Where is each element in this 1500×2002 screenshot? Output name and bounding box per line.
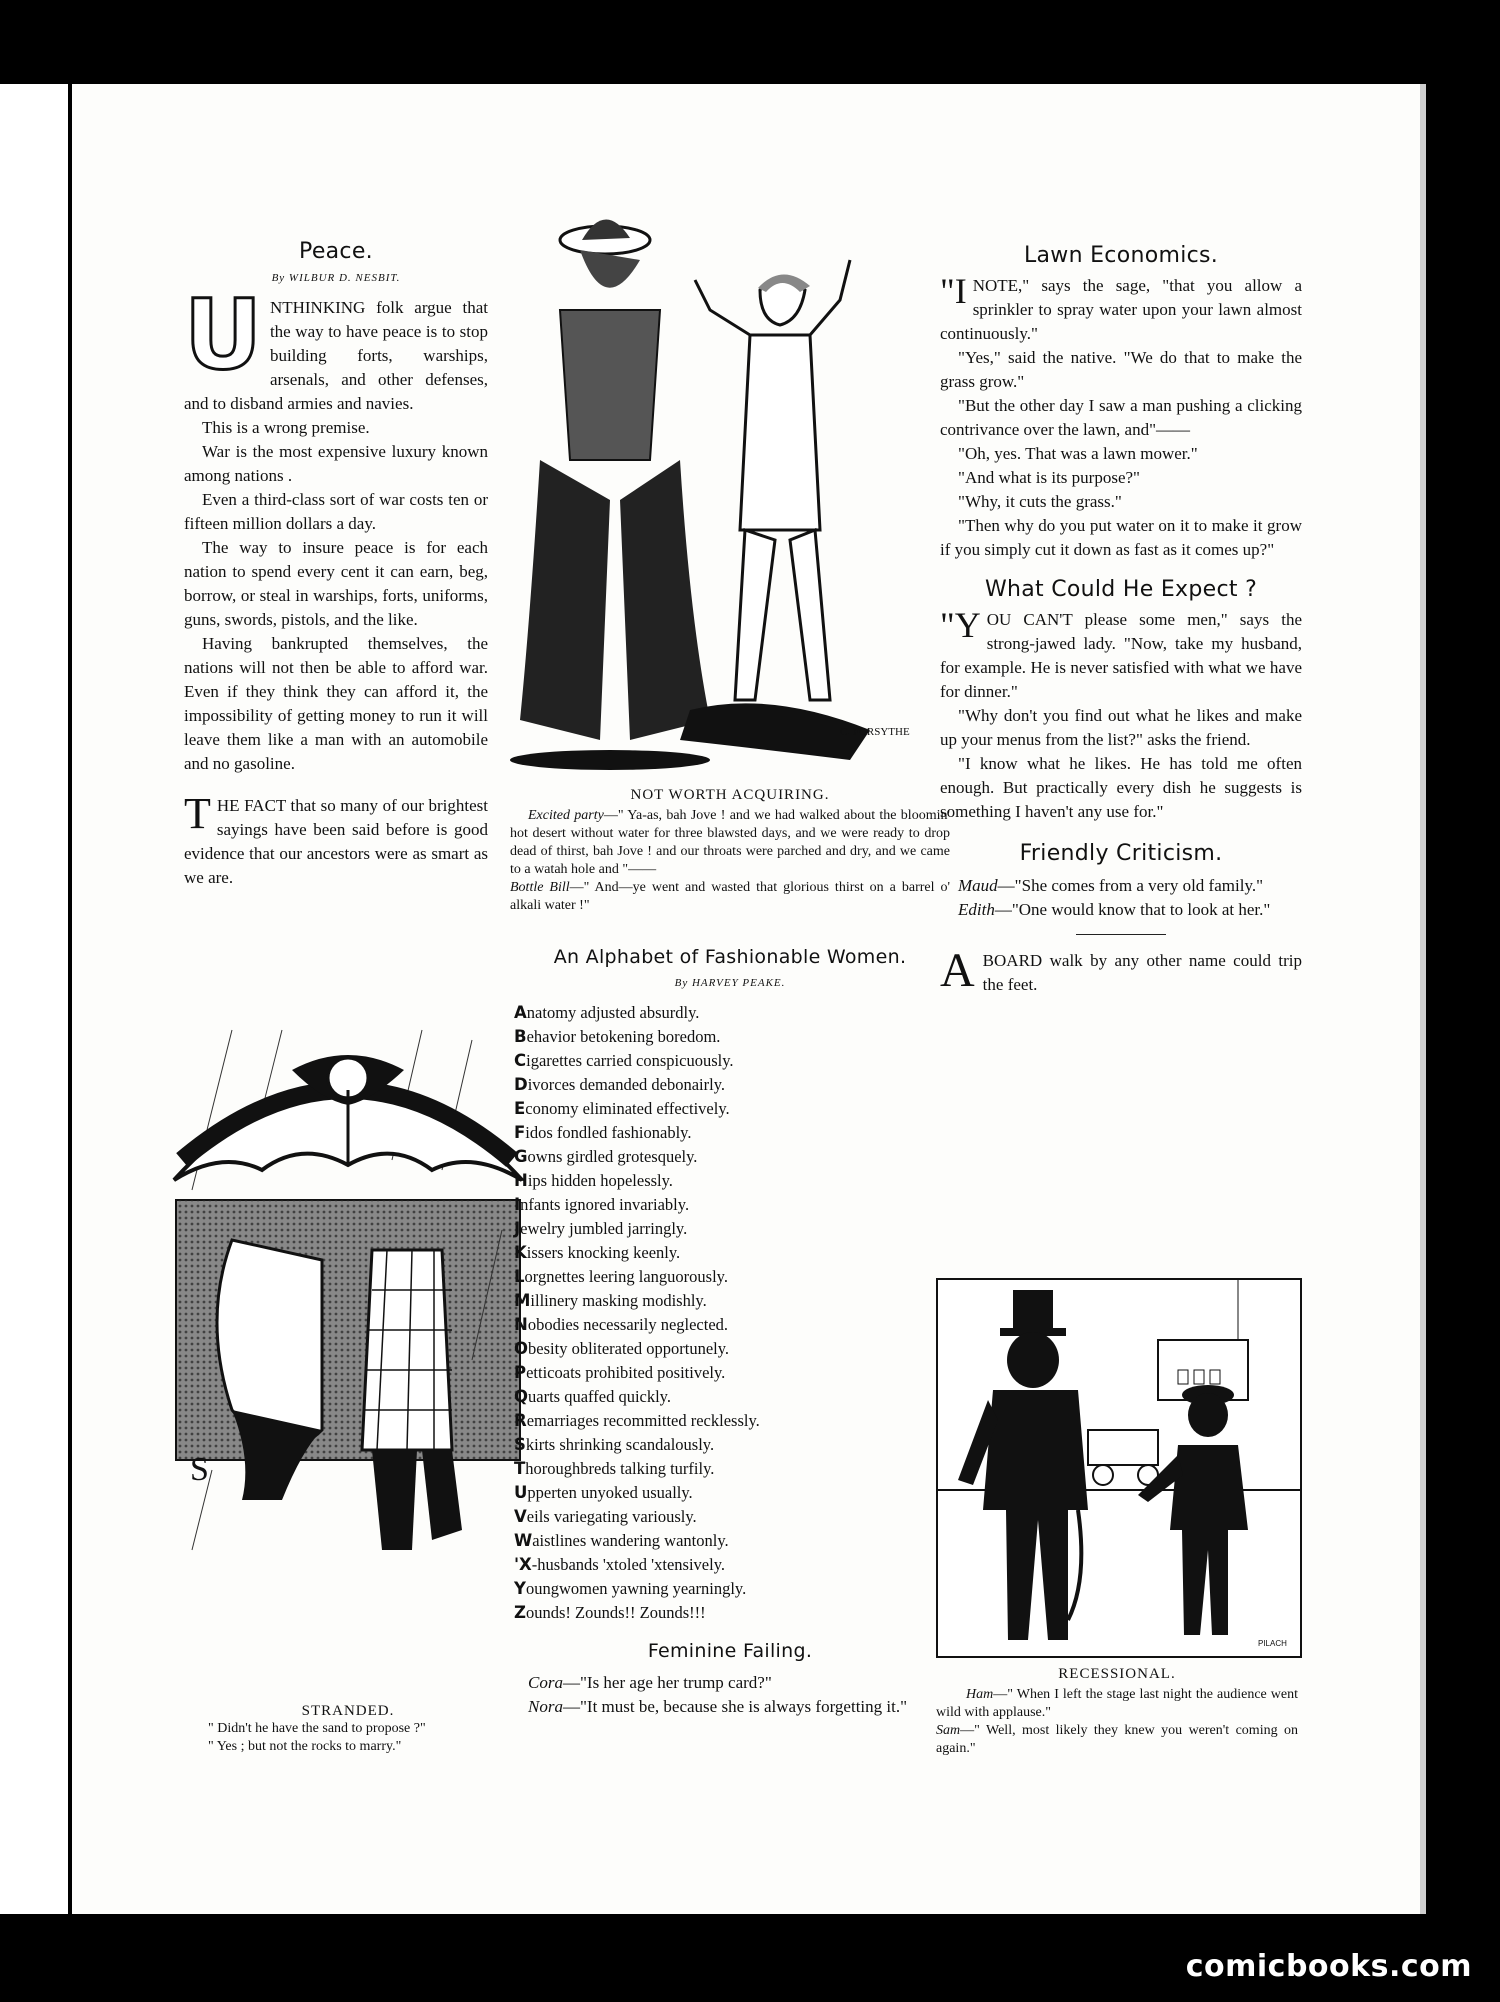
alphabet-letter: T bbox=[514, 1459, 526, 1478]
alphabet-phrase: issers knocking keenly. bbox=[526, 1243, 681, 1262]
alphabet-item bbox=[514, 1025, 950, 1049]
expect-paragraph-3: "I know what he likes. He has told me often enough. But practically every dish he suggests is something I haven't any use for." bbox=[940, 754, 1302, 821]
lawn-paragraph-1: "INOTE," says the sage, "that you allow a sprinkler to spray water upon your lawn almost continuously." bbox=[940, 271, 1302, 343]
alphabet-item bbox=[514, 1145, 950, 1169]
lawn-paragraph-5: "And what is its purpose?" bbox=[958, 468, 1140, 487]
alphabet-phrase: obodies necessarily neglected. bbox=[527, 1315, 729, 1334]
alphabet-item bbox=[514, 1121, 950, 1145]
alphabet-title: An Alphabet of Fashionable Women. bbox=[553, 946, 907, 968]
feminine-line-1: Cora—"Is her age her trump card?" bbox=[528, 1673, 772, 1692]
site-watermark: comicbooks.com bbox=[1185, 1949, 1472, 1984]
feminine-line-2: Nora—"It must be, because she is always forgetting it." bbox=[528, 1697, 908, 1716]
alphabet-letter: V bbox=[514, 1507, 527, 1526]
alphabet-item bbox=[514, 1097, 950, 1121]
not-worth-speaker-2: Bottle Bill bbox=[510, 880, 570, 895]
alphabet-item bbox=[514, 1001, 950, 1025]
alphabet-letter: Y bbox=[514, 1579, 526, 1598]
alphabet-letter: R bbox=[514, 1411, 527, 1430]
stranded-illustration bbox=[172, 1030, 527, 1754]
fact-drop-cap: T bbox=[184, 789, 211, 838]
alphabet-item bbox=[514, 1313, 950, 1337]
peace-title: Peace. bbox=[299, 239, 373, 264]
not-worth-line-1: —" Ya-as, bah Jove ! and we had walked about the bloomin' hot desert without water for three blawsted days, and we were ready to drop dead of thirst, bah Jove ! and our throats were parched and dry, and we came to a watah hole and "—— bbox=[510, 808, 950, 877]
lawn-title: Lawn Economics. bbox=[1023, 243, 1219, 268]
alphabet-phrase: ivorces demanded debonairly. bbox=[527, 1075, 726, 1094]
alphabet-phrase: conomy eliminated effectively. bbox=[525, 1099, 730, 1118]
recessional-title: RECESSIONAL. bbox=[1058, 1666, 1176, 1682]
alphabet-phrase: eils variegating variously. bbox=[526, 1507, 697, 1526]
alphabet-item bbox=[514, 1289, 950, 1313]
alphabet-phrase: uarts quaffed quickly. bbox=[528, 1387, 671, 1406]
alphabet-item bbox=[514, 1265, 950, 1289]
alphabet-item bbox=[514, 1193, 950, 1217]
alphabet-letter: U bbox=[514, 1483, 528, 1502]
alphabet-phrase: aistlines wandering wantonly. bbox=[532, 1531, 729, 1550]
alphabet-phrase: natomy adjusted absurdly. bbox=[526, 1003, 700, 1022]
recessional-speaker-2: Sam bbox=[936, 1723, 961, 1738]
alphabet-letter: D bbox=[514, 1075, 528, 1094]
alphabet-letter: F bbox=[514, 1123, 526, 1142]
alphabet-item bbox=[514, 1601, 950, 1625]
alphabet-letter: W bbox=[514, 1531, 533, 1550]
alphabet-phrase: ewelry jumbled jarringly. bbox=[520, 1219, 688, 1238]
alphabet-item bbox=[514, 1409, 950, 1433]
alphabet-phrase: besity obliterated opportunely. bbox=[528, 1339, 730, 1358]
alphabet-phrase: igarettes carried conspicuously. bbox=[526, 1051, 734, 1070]
alphabet-list bbox=[514, 1001, 950, 1625]
recessional-illustration bbox=[936, 1278, 1302, 1658]
stranded-caption bbox=[172, 1720, 524, 1756]
alphabet-phrase: nfants ignored invariably. bbox=[520, 1195, 690, 1214]
alphabet-item bbox=[514, 1457, 950, 1481]
alphabet-phrase: orgnettes leering languorously. bbox=[524, 1267, 728, 1286]
peace-drop-cap: U bbox=[184, 279, 262, 391]
alphabet-phrase: pperten unyoked usually. bbox=[527, 1483, 693, 1502]
stranded-line-2: " Yes ; but not the rocks to marry." bbox=[208, 1739, 402, 1754]
expect-drop-cap: "Y bbox=[940, 605, 981, 645]
alphabet-item bbox=[514, 1529, 950, 1553]
peace-paragraph-5: The way to insure peace is for each nation to spend every cent it can earn, beg, borrow, or steal in warships, forts, uniforms, guns, swords, pistols, and the like. bbox=[184, 538, 488, 629]
alphabet-phrase: -husbands 'xtoled 'xtensively. bbox=[531, 1555, 726, 1574]
alphabet-item bbox=[514, 1337, 950, 1361]
expect-paragraph-1: "YOU CAN'T please some men," says the strong-jawed lady. "Now, take my husband, for example. He is never satisfied with what we have for dinner." bbox=[940, 605, 1302, 701]
alphabet-letter: C bbox=[514, 1051, 527, 1070]
friendly-line-1: Maud—"She comes from a very old family." bbox=[958, 876, 1264, 895]
fact-paragraph: THE FACT that so many of our brightest sayings have been said before is good evidence that our ancestors were as smart as we are. bbox=[184, 789, 488, 887]
alphabet-letter: H bbox=[514, 1171, 528, 1190]
alphabet-phrase: owns girdled grotesquely. bbox=[527, 1147, 698, 1166]
alphabet-letter: Q bbox=[514, 1387, 529, 1406]
column-middle bbox=[510, 200, 950, 1719]
forsythe-signature: C. FORSYTHE bbox=[840, 726, 910, 738]
alphabet-letter: I bbox=[514, 1195, 521, 1214]
friendly-title: Friendly Criticism. bbox=[1019, 841, 1223, 866]
column-right bbox=[940, 244, 1302, 997]
alphabet-phrase: idos fondled fashionably. bbox=[525, 1123, 692, 1142]
peace-paragraph-2: This is a wrong premise. bbox=[202, 418, 370, 437]
stranded-caption-title: STRANDED. bbox=[301, 1703, 395, 1719]
lawn-paragraph-7: "Then why do you put water on it to make it grow if you simply cut it down as fast as it comes up?" bbox=[940, 516, 1302, 559]
alphabet-letter: K bbox=[514, 1243, 527, 1262]
umbrella-couple-drawing bbox=[172, 1030, 527, 1704]
alphabet-phrase: ehavior betokening boredom. bbox=[526, 1027, 721, 1046]
lawn-paragraph-4: "Oh, yes. That was a lawn mower." bbox=[958, 444, 1198, 463]
alphabet-letter: Z bbox=[514, 1603, 526, 1622]
lawn-paragraph-3: "But the other day I saw a man pushing a clicking contrivance over the lawn, and"—— bbox=[940, 396, 1302, 439]
alphabet-letter: 'X bbox=[514, 1555, 532, 1574]
alphabet-phrase: ips hidden hopelessly. bbox=[527, 1171, 673, 1190]
alphabet-item bbox=[514, 1433, 950, 1457]
pilach-signature: PILACH bbox=[1258, 1639, 1287, 1648]
alphabet-phrase: illinery masking modishly. bbox=[530, 1291, 707, 1310]
alphabet-item bbox=[514, 1241, 950, 1265]
recessional-line-1: —" When I left the stage last night the audience went wild with applause." bbox=[936, 1687, 1298, 1720]
alphabet-phrase: ounds! Zounds!! Zounds!!! bbox=[525, 1603, 706, 1622]
not-worth-speaker-1: Excited party bbox=[528, 808, 604, 823]
alphabet-letter: G bbox=[514, 1147, 528, 1166]
recessional-line-2: —" Well, most likely they knew you weren't coming on again." bbox=[936, 1723, 1298, 1756]
alphabet-letter: N bbox=[514, 1315, 528, 1334]
facing-page-edge bbox=[0, 84, 68, 1914]
peace-paragraph-3: War is the most expensive luxury known among nations . bbox=[184, 442, 488, 485]
alphabet-item bbox=[514, 1481, 950, 1505]
alphabet-item bbox=[514, 1217, 950, 1241]
alphabet-letter: S bbox=[514, 1435, 526, 1454]
expect-title: What Could He Expect ? bbox=[984, 577, 1258, 602]
peace-paragraph-4: Even a third-class sort of war costs ten or fifteen million dollars a day. bbox=[184, 490, 488, 533]
alphabet-letter: B bbox=[514, 1027, 527, 1046]
alphabet-letter: A bbox=[514, 1003, 527, 1022]
alphabet-letter: J bbox=[514, 1219, 521, 1238]
alphabet-item bbox=[514, 1505, 950, 1529]
feminine-title: Feminine Failing. bbox=[647, 1640, 813, 1662]
alphabet-letter: E bbox=[514, 1099, 526, 1118]
lawn-drop-cap: "I bbox=[940, 271, 967, 311]
not-worth-line-2: —" And—ye went and wasted that glorious thirst on a barrel o' alkali water !" bbox=[510, 880, 950, 913]
alphabet-item bbox=[514, 1385, 950, 1409]
alphabet-phrase: emarriages recommitted recklessly. bbox=[526, 1411, 760, 1430]
alphabet-letter: L bbox=[514, 1267, 525, 1286]
recessional-caption bbox=[936, 1686, 1298, 1758]
alphabet-phrase: oungwomen yawning yearningly. bbox=[525, 1579, 747, 1598]
peace-paragraph-6: Having bankrupted themselves, the nations will not then be able to afford war. Even if they think they can afford it, the impossibility of getting money to run it will leave them like a man with an automobile and no gasoline. bbox=[184, 634, 488, 773]
stranded-line-1: " Didn't he have the sand to propose ?" bbox=[208, 1721, 426, 1736]
cowboy-and-dandy-drawing bbox=[510, 200, 910, 770]
alphabet-item bbox=[514, 1361, 950, 1385]
alphabet-phrase: etticoats prohibited positively. bbox=[526, 1363, 726, 1382]
expect-paragraph-2: "Why don't you find out what he likes and make up your menus from the list?" asks the friend. bbox=[940, 706, 1302, 749]
divider-rule bbox=[1076, 934, 1166, 935]
alphabet-item bbox=[514, 1169, 950, 1193]
recessional-caption-block bbox=[936, 1662, 1298, 1758]
peace-byline: By WILBUR D. NESBIT. bbox=[271, 272, 401, 284]
alphabet-letter: P bbox=[514, 1363, 527, 1382]
silhouette-drawing bbox=[938, 1280, 1300, 1656]
alphabet-letter: O bbox=[514, 1339, 529, 1358]
peace-paragraph-1: UNTHINKING folk argue that the way to have peace is to stop building forts, warships, arsenals, and other defenses, and to disband armies and navies. bbox=[184, 279, 488, 413]
board-drop-cap: A bbox=[940, 944, 975, 997]
friendly-line-2: Edith—"One would know that to look at her." bbox=[958, 900, 1271, 919]
page-edge-shadow bbox=[1420, 84, 1426, 1914]
alphabet-letter: M bbox=[514, 1291, 531, 1310]
recessional-speaker-1: Ham bbox=[966, 1687, 994, 1702]
stranded-artist-signature: S bbox=[190, 1451, 209, 1488]
alphabet-item bbox=[514, 1577, 950, 1601]
column-left bbox=[184, 240, 488, 890]
lawn-paragraph-6: "Why, it cuts the grass." bbox=[958, 492, 1122, 511]
lawn-paragraph-2: "Yes," said the native. "We do that to make the grass grow." bbox=[940, 348, 1302, 391]
board-paragraph: ABOARD walk by any other name could trip the feet. bbox=[940, 944, 1302, 997]
alphabet-item bbox=[514, 1553, 950, 1577]
not-worth-title: NOT WORTH ACQUIRING. bbox=[630, 787, 830, 803]
alphabet-phrase: horoughbreds talking turfily. bbox=[525, 1459, 715, 1478]
alphabet-item bbox=[514, 1073, 950, 1097]
not-worth-caption bbox=[510, 807, 950, 915]
alphabet-phrase: kirts shrinking scandalously. bbox=[525, 1435, 715, 1454]
alphabet-byline: By HARVEY PEAKE. bbox=[674, 977, 786, 989]
alphabet-item bbox=[514, 1049, 950, 1073]
